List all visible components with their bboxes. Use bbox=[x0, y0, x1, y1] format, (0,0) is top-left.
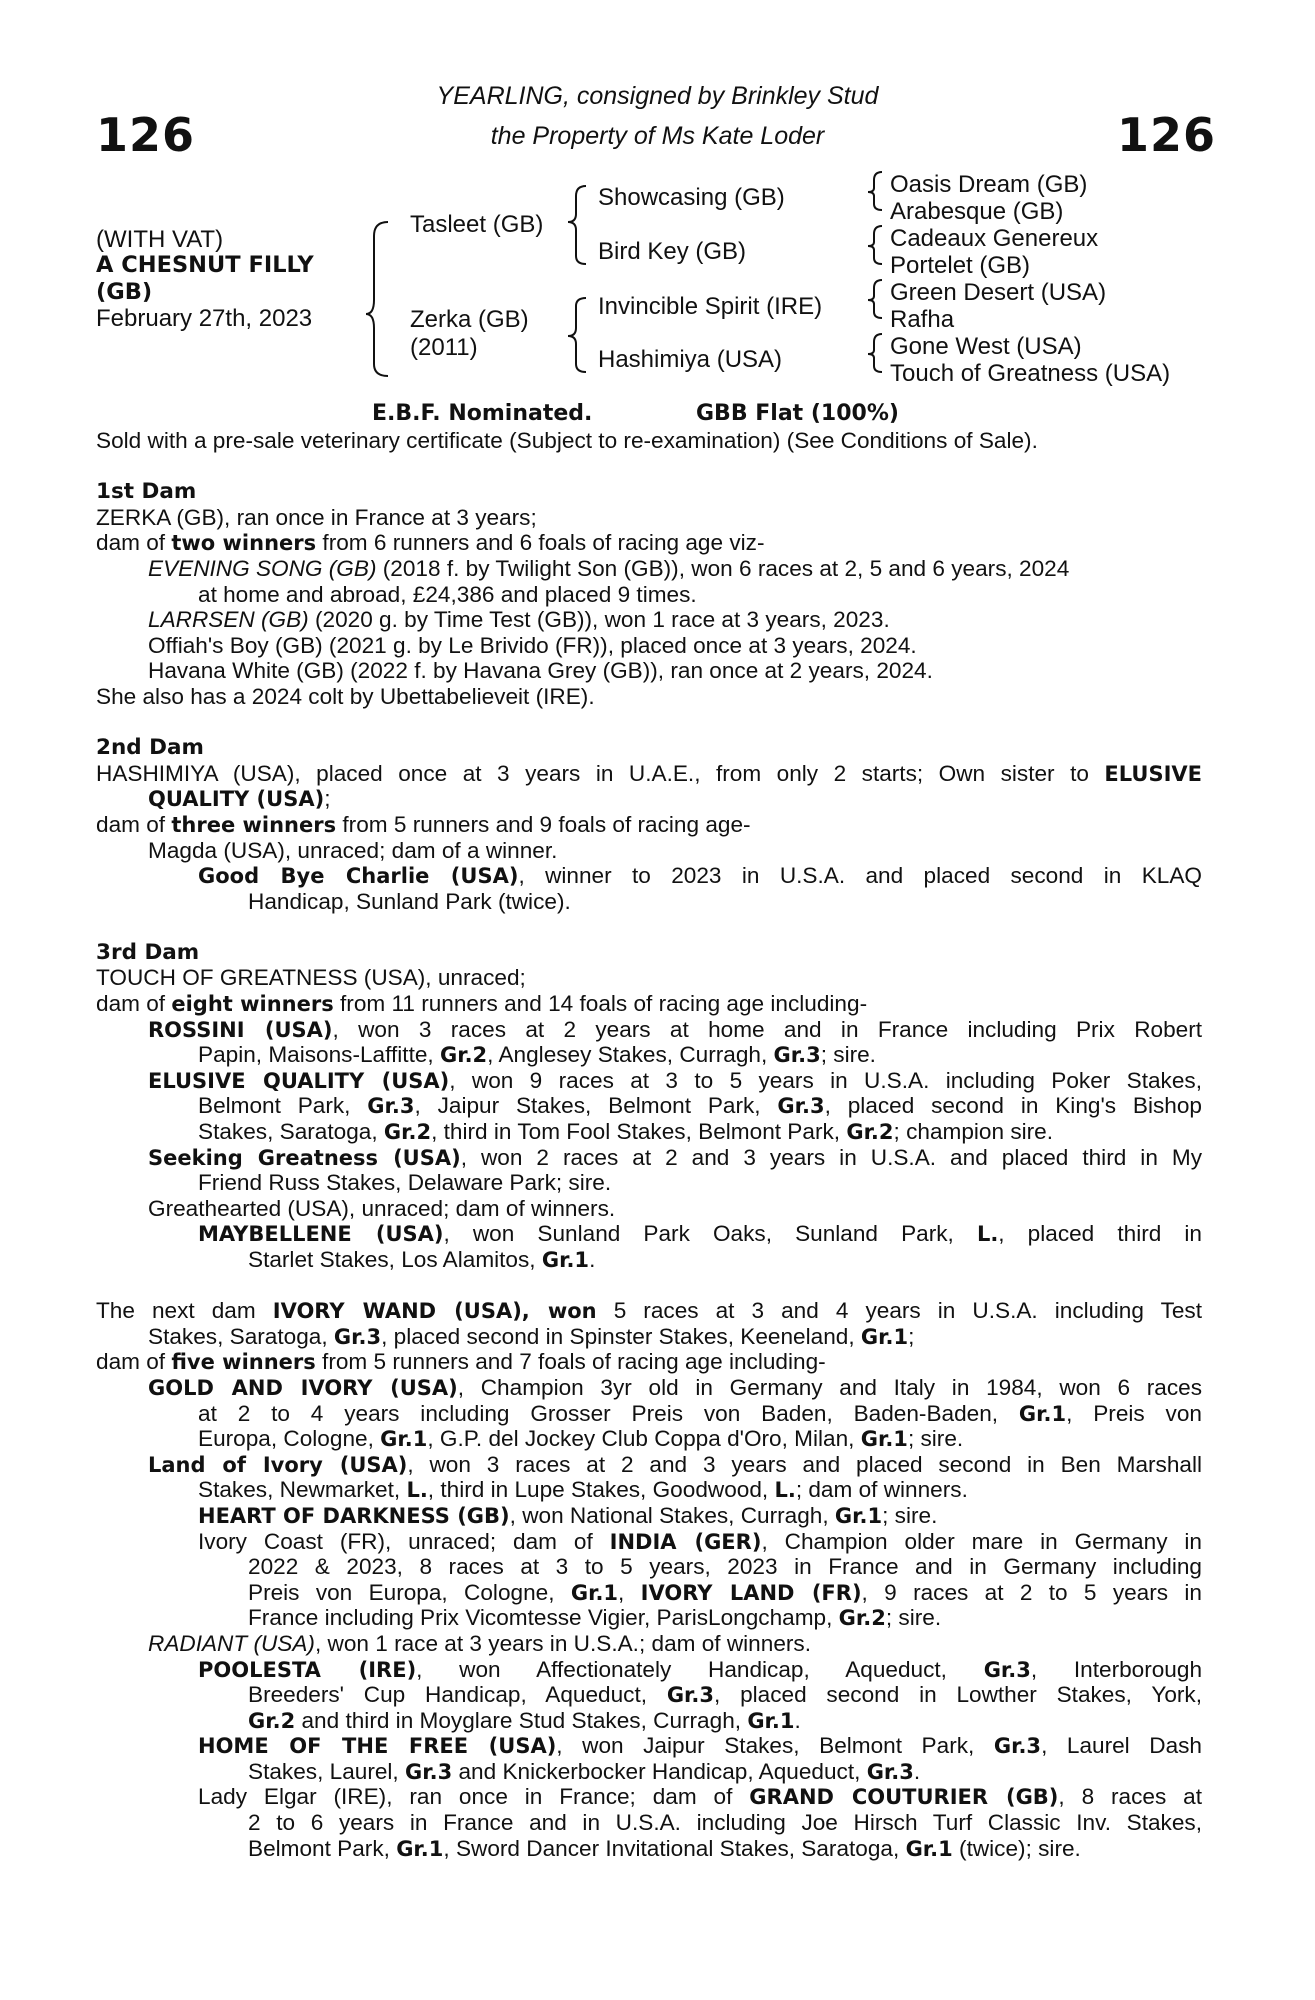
first-dam-line: ZERKA (GB), ran once in France at 3 years; bbox=[96, 504, 537, 530]
pedigree-gen3-6: Rafha bbox=[890, 306, 955, 333]
pedigree-dam-sire: Invincible Spirit (IRE) bbox=[598, 293, 823, 320]
next-dam-line: The next dam IVORY WAND (USA), won 5 races at 3 and 4 years in U.S.A. including Test bbox=[96, 1298, 1203, 1324]
horse-origin: (GB) bbox=[96, 279, 153, 305]
produce-entry-cont: Stakes, Laurel, Gr.3 and Knickerbocker Handicap, Aqueduct, Gr.3. bbox=[248, 1758, 921, 1784]
produce-entry: Greathearted (USA), unraced; dam of winners. bbox=[148, 1195, 616, 1221]
pedigree-sire: Tasleet (GB) bbox=[410, 211, 544, 238]
produce-entry-cont: Gr.2 and third in Moyglare Stud Stakes, Curragh, Gr.1. bbox=[248, 1707, 801, 1733]
first-dam-produce-summary: dam of two winners from 6 runners and 6 foals of racing age viz- bbox=[96, 530, 765, 556]
produce-entry: HEART OF DARKNESS (GB), won National Stakes, Curragh, Gr.1; sire. bbox=[198, 1502, 938, 1528]
produce-entry: POOLESTA (IRE), won Affectionately Handicap, Aqueduct, Gr.3, Interborough bbox=[198, 1656, 1203, 1682]
property-line: the Property of Ms Kate Loder bbox=[490, 122, 825, 150]
second-dam-line: HASHIMIYA (USA), placed once at 3 years in U.A.E., from only 2 starts; Own sister to ELUSIVE bbox=[96, 760, 1202, 786]
ebf-nomination: E.B.F. Nominated. bbox=[372, 401, 593, 426]
second-dam-produce-summary: dam of three winners from 5 runners and 9 foals of racing age- bbox=[96, 811, 751, 837]
vat-note: (WITH VAT) bbox=[96, 226, 224, 253]
consignor-line: YEARLING, consigned by Brinkley Stud bbox=[436, 82, 879, 110]
pedigree-sire-sire: Showcasing (GB) bbox=[598, 184, 785, 211]
pedigree-gen3-3: Cadeaux Genereux bbox=[890, 225, 1099, 252]
produce-entry: Lady Elgar (IRE), ran once in France; dam of GRAND COUTURIER (GB), 8 races at bbox=[198, 1784, 1202, 1810]
pedigree-dam: Zerka (GB) bbox=[410, 306, 529, 333]
produce-entry-cont: Stakes, Newmarket, L., third in Lupe Stakes, Goodwood, L.; dam of winners. bbox=[198, 1477, 968, 1503]
produce-entry-cont: Handicap, Sunland Park (twice). bbox=[248, 888, 571, 914]
produce-entry-cont: Belmont Park, Gr.1, Sword Dancer Invitational Stakes, Saratoga, Gr.1 (twice); sire. bbox=[248, 1835, 1081, 1861]
produce-entry-cont: Stakes, Saratoga, Gr.2, third in Tom Fool Stakes, Belmont Park, Gr.2; champion sire. bbox=[198, 1119, 1054, 1145]
sale-note: Sold with a pre-sale veterinary certificate (Subject to re-examination) (See Conditions of Sale). bbox=[96, 428, 1038, 453]
produce-entry: LARRSEN (GB) (2020 g. by Time Test (GB)), won 1 race at 3 years, 2023. bbox=[148, 607, 890, 633]
produce-entry: RADIANT (USA), won 1 race at 3 years in U.S.A.; dam of winners. bbox=[148, 1630, 811, 1656]
produce-entry-cont: Starlet Stakes, Los Alamitos, Gr.1. bbox=[248, 1247, 596, 1272]
produce-entry: Ivory Coast (FR), unraced; dam of INDIA (GER), Champion older mare in Germany in bbox=[198, 1528, 1202, 1554]
lot-number-right: 126 bbox=[1117, 108, 1217, 162]
third-dam-heading: 3rd Dam bbox=[96, 939, 200, 965]
third-dam-produce-summary: dam of eight winners from 11 runners and 14 foals of racing age including- bbox=[96, 991, 868, 1017]
next-dam-line-cont: Stakes, Saratoga, Gr.3, placed second in Spinster Stakes, Keeneland, Gr.1; bbox=[148, 1323, 915, 1349]
pedigree-gen3-8: Touch of Greatness (USA) bbox=[890, 360, 1171, 387]
produce-entry: HOME OF THE FREE (USA), won Jaipur Stakes, Belmont Park, Gr.3, Laurel Dash bbox=[198, 1733, 1202, 1759]
produce-entry-cont: France including Prix Vicomtesse Vigier, ParisLongchamp, Gr.2; sire. bbox=[248, 1605, 942, 1631]
produce-entry-cont: 2 to 6 years in France and in U.S.A. including Joe Hirsch Turf Classic Inv. Stakes, bbox=[248, 1810, 1202, 1836]
pedigree-gen3-7: Gone West (USA) bbox=[890, 333, 1082, 360]
second-dam-heading: 2nd Dam bbox=[96, 735, 204, 761]
produce-entry: Land of Ivory (USA), won 3 races at 2 and 3 years and placed second in Ben Marshall bbox=[148, 1451, 1202, 1477]
horse-name: A CHESNUT FILLY bbox=[96, 252, 314, 278]
produce-entry-cont: Friend Russ Stakes, Delaware Park; sire. bbox=[198, 1170, 612, 1196]
produce-entry: MAYBELLENE (USA), won Sunland Park Oaks, Sunland Park, L., placed third in bbox=[198, 1221, 1202, 1247]
produce-entry-cont: at home and abroad, £24,386 and placed 9 times. bbox=[198, 581, 697, 607]
produce-entry-cont: Europa, Cologne, Gr.1, G.P. del Jockey Club Coppa d'Oro, Milan, Gr.1; sire. bbox=[198, 1426, 964, 1452]
produce-entry: ELUSIVE QUALITY (USA), won 9 races at 3 to 5 years in U.S.A. including Poker Stakes, bbox=[148, 1067, 1202, 1093]
first-dam-note: She also has a 2024 colt by Ubettabelieveit (IRE). bbox=[96, 683, 595, 709]
produce-entry: Magda (USA), unraced; dam of a winner. bbox=[148, 837, 558, 863]
foaling-date: February 27th, 2023 bbox=[96, 305, 313, 332]
produce-entry-cont: Papin, Maisons-Laffitte, Gr.2, Anglesey Stakes, Curragh, Gr.3; sire. bbox=[198, 1042, 876, 1068]
catalogue-body bbox=[96, 428, 1202, 1861]
produce-entry-cont: Belmont Park, Gr.3, Jaipur Stakes, Belmont Park, Gr.3, placed second in King's Bishop bbox=[198, 1093, 1202, 1119]
produce-entry: ROSSINI (USA), won 3 races at 2 years at home and in France including Prix Robert bbox=[148, 1016, 1203, 1042]
produce-entry-cont: Breeders' Cup Handicap, Aqueduct, Gr.3, placed second in Lowther Stakes, York, bbox=[248, 1682, 1202, 1708]
produce-entry-cont: 2022 & 2023, 8 races at 3 to 5 years, 2023 in France and in Germany including bbox=[248, 1554, 1202, 1580]
first-dam-heading: 1st Dam bbox=[96, 479, 197, 505]
produce-entry: EVENING SONG (GB) (2018 f. by Twilight Son (GB)), won 6 races at 2, 5 and 6 years, 2024 bbox=[148, 555, 1070, 581]
pedigree-gen3-2: Arabesque (GB) bbox=[890, 198, 1064, 225]
produce-entry: Offiah's Boy (GB) (2021 g. by Le Brivido (FR)), placed once at 3 years, 2024. bbox=[148, 632, 917, 658]
produce-entry: Seeking Greatness (USA), won 2 races at 2 and 3 years in U.S.A. and placed third in My bbox=[148, 1144, 1203, 1170]
pedigree-gen3-4: Portelet (GB) bbox=[890, 252, 1031, 279]
produce-entry: Havana White (GB) (2022 f. by Havana Grey (GB)), ran once at 2 years, 2024. bbox=[148, 658, 933, 684]
pedigree-sire-dam: Bird Key (GB) bbox=[598, 238, 747, 265]
gbb-flat: GBB Flat (100%) bbox=[696, 401, 899, 426]
third-dam-line: TOUCH OF GREATNESS (USA), unraced; bbox=[96, 965, 526, 991]
lot-number-left: 126 bbox=[96, 108, 196, 162]
second-dam-line-cont: QUALITY (USA); bbox=[148, 786, 331, 812]
pedigree-dam-year: (2011) bbox=[410, 334, 478, 361]
produce-entry: GOLD AND IVORY (USA), Champion 3yr old in Germany and Italy in 1984, won 6 races bbox=[148, 1374, 1202, 1400]
pedigree-gen3-1: Oasis Dream (GB) bbox=[890, 171, 1088, 198]
produce-entry-cont: Preis von Europa, Cologne, Gr.1, IVORY LAND (FR), 9 races at 2 to 5 years in bbox=[248, 1579, 1202, 1605]
pedigree-gen3-5: Green Desert (USA) bbox=[890, 279, 1107, 306]
produce-entry: Good Bye Charlie (USA), winner to 2023 in U.S.A. and placed second in KLAQ bbox=[198, 863, 1202, 889]
pedigree-dam-dam: Hashimiya (USA) bbox=[598, 346, 783, 373]
produce-entry-cont: at 2 to 4 years including Grosser Preis von Baden, Baden-Baden, Gr.1, Preis von bbox=[198, 1400, 1202, 1426]
next-dam-produce-summary: dam of five winners from 5 runners and 7 foals of racing age including- bbox=[96, 1349, 826, 1375]
